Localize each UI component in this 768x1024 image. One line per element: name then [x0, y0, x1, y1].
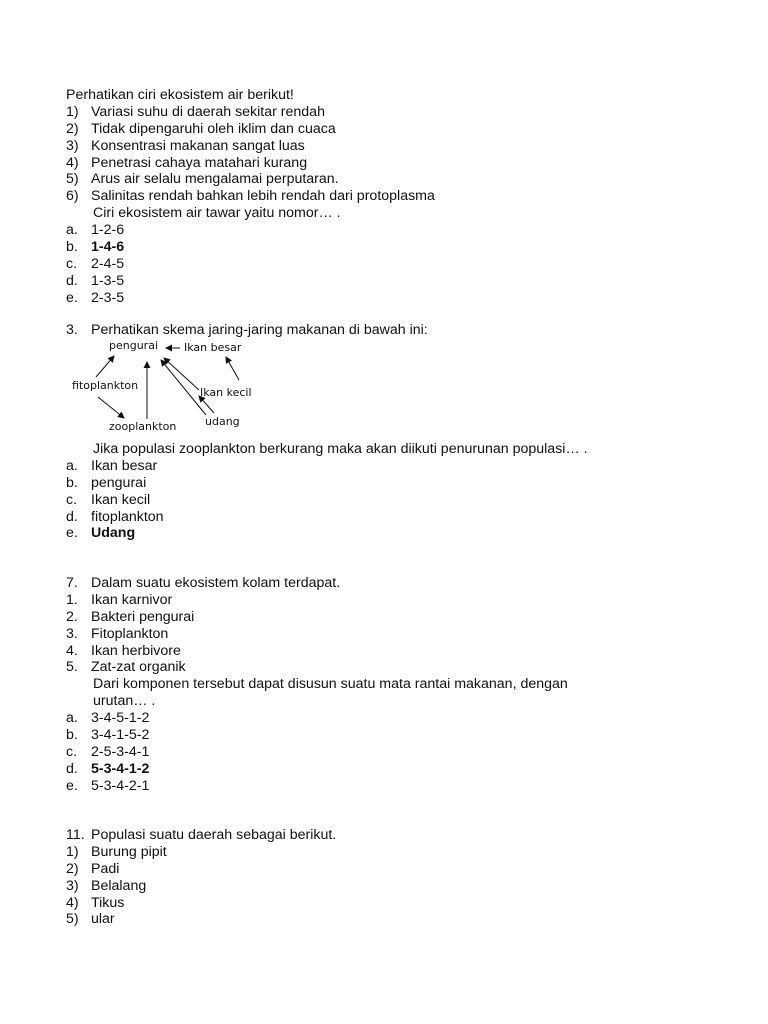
list-item: 3) Belalang — [66, 877, 147, 894]
question-7-intro: 7. Dalam suatu ekosistem kolam terdapat. — [66, 575, 341, 591]
node-pengurai: pengurai — [109, 339, 158, 352]
question-11-intro: 11. Populasi suatu daerah sebagai berikut. — [66, 827, 337, 843]
question-3-header: 3. Perhatikan skema jaring-jaring makanan di bawah ini: — [66, 322, 428, 338]
answer-option: d. 1-3-5 — [66, 272, 125, 289]
question-1 — [66, 87, 706, 307]
node-udang: udang — [205, 415, 240, 428]
question-1-intro: Perhatikan ciri ekosistem air berikut! — [66, 87, 294, 103]
list-item: 2) Padi — [66, 860, 120, 877]
list-item: 4) Tikus — [66, 894, 125, 911]
list-item: 2. Bakteri pengurai — [66, 608, 195, 625]
question-3-stem: Jika populasi zooplankton berkurang maka akan diikuti penurunan populasi… . — [93, 441, 588, 457]
answer-option: b. 3-4-1-5-2 — [66, 727, 150, 744]
list-item: 1) Variasi suhu di daerah sekitar rendah — [66, 103, 325, 120]
answer-option: a. 1-2-6 — [66, 222, 125, 239]
answer-option: c. 2-4-5 — [66, 255, 125, 272]
answer-option: e. 2-3-5 — [66, 289, 125, 306]
answer-option: c. Ikan kecil — [66, 491, 151, 508]
question-11 — [66, 827, 706, 928]
question-7 — [66, 575, 706, 795]
list-item: 4) Penetrasi cahaya matahari kurang — [66, 154, 308, 171]
node-ikan-besar: Ikan besar — [184, 341, 242, 354]
question-1-stem: Ciri ekosistem air tawar yaitu nomor… . — [93, 205, 341, 222]
list-item: 5) Arus air selalu mengalamai perputaran. — [66, 171, 339, 188]
food-web-diagram — [66, 335, 286, 435]
arrow-ikan-kecil-to-ikan-besar — [226, 357, 239, 380]
list-item: 4. Ikan herbivore — [66, 642, 181, 659]
answer-option: a. 3-4-5-1-2 — [66, 710, 150, 727]
list-item: 6) Salinitas rendah bahkan lebih rendah dari protoplasma — [66, 188, 435, 205]
list-item: 1. Ikan karnivor — [66, 591, 173, 608]
question-3 — [66, 441, 706, 542]
node-ikan-kecil: Ikan kecil — [200, 386, 252, 399]
answer-option: e. 5-3-4-2-1 — [66, 777, 150, 794]
answer-option: a. Ikan besar — [66, 457, 158, 474]
list-item: 3. Fitoplankton — [66, 625, 169, 642]
arrow-fitoplankton-to-pengurai — [96, 356, 114, 377]
answer-option-correct: b. 1-4-6 — [66, 239, 125, 256]
node-zooplankton: zooplankton — [109, 420, 177, 433]
answer-option: d. fitoplankton — [66, 508, 164, 525]
list-item: 2) Tidak dipengaruhi oleh iklim dan cuaca — [66, 120, 336, 137]
arrow-fitoplankton-to-zooplankton — [98, 397, 124, 418]
question-7-stem: Dari komponen tersebut dapat disusun suatu mata rantai makanan, dengan urutan… . — [93, 676, 568, 710]
node-fitoplankton: fitoplankton — [72, 379, 139, 392]
answer-option-correct: d. 5-3-4-1-2 — [66, 760, 150, 777]
list-item: 5) ular — [66, 911, 115, 928]
list-item: 3) Konsentrasi makanan sangat luas — [66, 137, 305, 154]
answer-option-correct: e. Udang — [66, 525, 136, 542]
answer-option: c. 2-5-3-4-1 — [66, 743, 150, 760]
answer-option: b. pengurai — [66, 474, 147, 491]
list-item: 1) Burung pipit — [66, 843, 167, 860]
list-item: 5. Zat-zat organik — [66, 659, 186, 676]
